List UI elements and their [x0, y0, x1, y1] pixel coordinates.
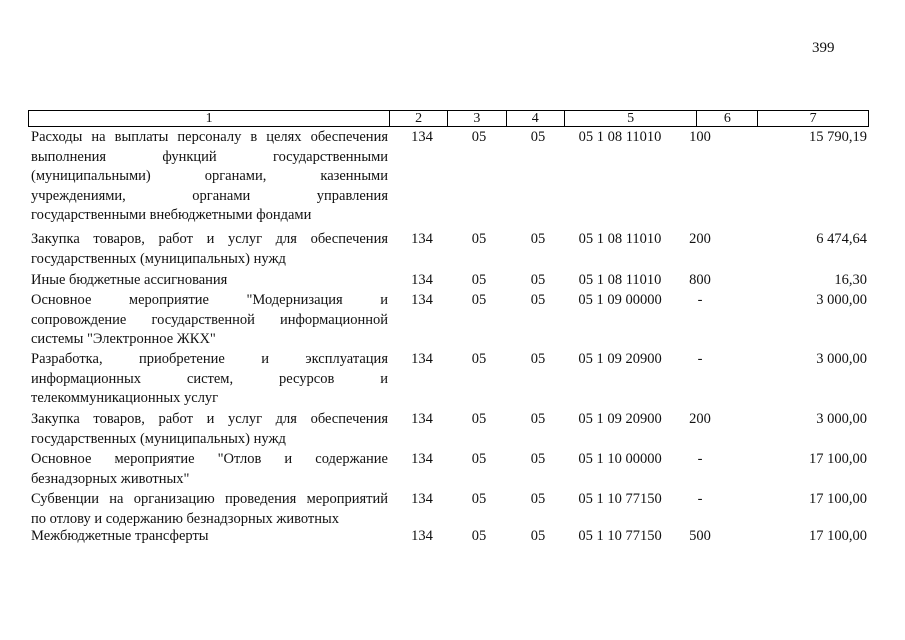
description-line: безнадзорных животных"	[31, 470, 190, 487]
description-line: государственных (муниципальных) нужд	[31, 250, 286, 267]
amount: 3 000,00	[816, 351, 867, 367]
row-description	[31, 490, 388, 529]
code-section: 05	[471, 292, 487, 308]
description-line: Межбюджетные трансферты	[31, 528, 209, 544]
code-target: 05 1 09 20900	[578, 351, 662, 367]
description-line: Разработка, приобретение и эксплуатация	[31, 351, 388, 367]
description-line: (муниципальными) органами, казенными	[31, 168, 388, 184]
code-section: 05	[471, 411, 487, 427]
code-admin: 134	[411, 351, 433, 367]
code-admin: 134	[411, 411, 433, 427]
code-expense-type: 800	[689, 272, 711, 288]
code-section: 05	[471, 351, 487, 367]
description-line: государственных (муниципальных) нужд	[31, 430, 286, 447]
code-subsection: 05	[530, 528, 546, 544]
code-expense-type: -	[697, 351, 703, 367]
code-admin: 134	[411, 292, 433, 308]
code-subsection: 05	[530, 292, 546, 308]
description-line: учреждениями, органами управления	[31, 187, 388, 204]
code-section: 05	[471, 129, 487, 145]
code-admin: 134	[411, 231, 433, 247]
code-subsection: 05	[530, 451, 546, 467]
code-section: 05	[471, 528, 487, 544]
row-description	[31, 128, 388, 226]
code-admin: 134	[411, 491, 433, 507]
code-subsection: 05	[530, 351, 546, 367]
description-line: государственными внебюджетными фондами	[31, 207, 312, 223]
description-line: Субвенции на организацию проведения мероприятий	[31, 491, 388, 507]
amount: 17 100,00	[809, 451, 867, 467]
description-line: системы "Электронное ЖКХ"	[31, 331, 216, 347]
description-line: Закупка товаров, работ и услуг для обеспечения	[31, 231, 388, 247]
amount: 15 790,19	[809, 129, 867, 145]
code-admin: 134	[411, 272, 433, 288]
code-expense-type: -	[697, 292, 703, 308]
description-line: Иные бюджетные ассигнования	[31, 272, 228, 288]
code-section: 05	[471, 231, 487, 247]
code-target: 05 1 10 77150	[578, 491, 662, 507]
page-number: 399	[812, 40, 835, 56]
description-line: Основное мероприятие "Модернизация и	[31, 292, 388, 308]
code-expense-type: 500	[689, 528, 711, 544]
code-subsection: 05	[530, 411, 546, 427]
code-target: 05 1 08 11010	[578, 129, 662, 145]
code-subsection: 05	[530, 491, 546, 507]
row-description	[31, 410, 388, 449]
description-line: телекоммуникационных услуг	[31, 390, 219, 406]
description-line: информационных систем, ресурсов и	[31, 370, 388, 387]
table-header	[28, 110, 869, 127]
description-line: Расходы на выплаты персоналу в целях обеспечения	[31, 129, 388, 145]
code-section: 05	[471, 272, 487, 288]
code-admin: 134	[411, 528, 433, 544]
header-col-5: 5	[564, 111, 697, 126]
code-target: 05 1 09 00000	[578, 292, 662, 308]
code-admin: 134	[411, 451, 433, 467]
amount: 17 100,00	[809, 491, 867, 507]
code-subsection: 05	[530, 231, 546, 247]
amount: 16,30	[834, 272, 867, 288]
code-expense-type: -	[697, 451, 703, 467]
header-col-1: 1	[205, 111, 213, 126]
row-description	[31, 527, 388, 547]
amount: 17 100,00	[809, 528, 867, 544]
code-subsection: 05	[530, 129, 546, 145]
code-admin: 134	[411, 129, 433, 145]
code-target: 05 1 10 00000	[578, 451, 662, 467]
description-line: Основное мероприятие "Отлов и содержание	[31, 451, 388, 467]
row-description	[31, 271, 388, 291]
amount: 6 474,64	[816, 231, 867, 247]
code-target: 05 1 09 20900	[578, 411, 662, 427]
header-col-3: 3	[447, 111, 506, 126]
code-expense-type: 200	[689, 231, 711, 247]
amount: 3 000,00	[816, 292, 867, 308]
code-target: 05 1 08 11010	[578, 272, 662, 288]
header-col-2: 2	[389, 111, 447, 126]
row-description	[31, 291, 388, 350]
code-expense-type: 200	[689, 411, 711, 427]
header-col-4: 4	[506, 111, 564, 126]
code-expense-type: 100	[689, 129, 711, 145]
description-line: сопровождение государственной информационной	[31, 311, 388, 328]
code-target: 05 1 10 77150	[578, 528, 662, 544]
code-subsection: 05	[530, 272, 546, 288]
amount: 3 000,00	[816, 411, 867, 427]
code-section: 05	[471, 451, 487, 467]
row-description	[31, 230, 388, 269]
header-col-7: 7	[757, 111, 868, 126]
description-line: Закупка товаров, работ и услуг для обеспечения	[31, 411, 388, 427]
description-line: выполнения функций государственными	[31, 148, 388, 165]
row-description	[31, 450, 388, 489]
description-line: по отлову и содержанию безнадзорных животных	[31, 510, 339, 527]
code-target: 05 1 08 11010	[578, 231, 662, 247]
code-section: 05	[471, 491, 487, 507]
header-col-6: 6	[696, 111, 757, 126]
code-expense-type: -	[697, 491, 703, 507]
row-description	[31, 350, 388, 409]
